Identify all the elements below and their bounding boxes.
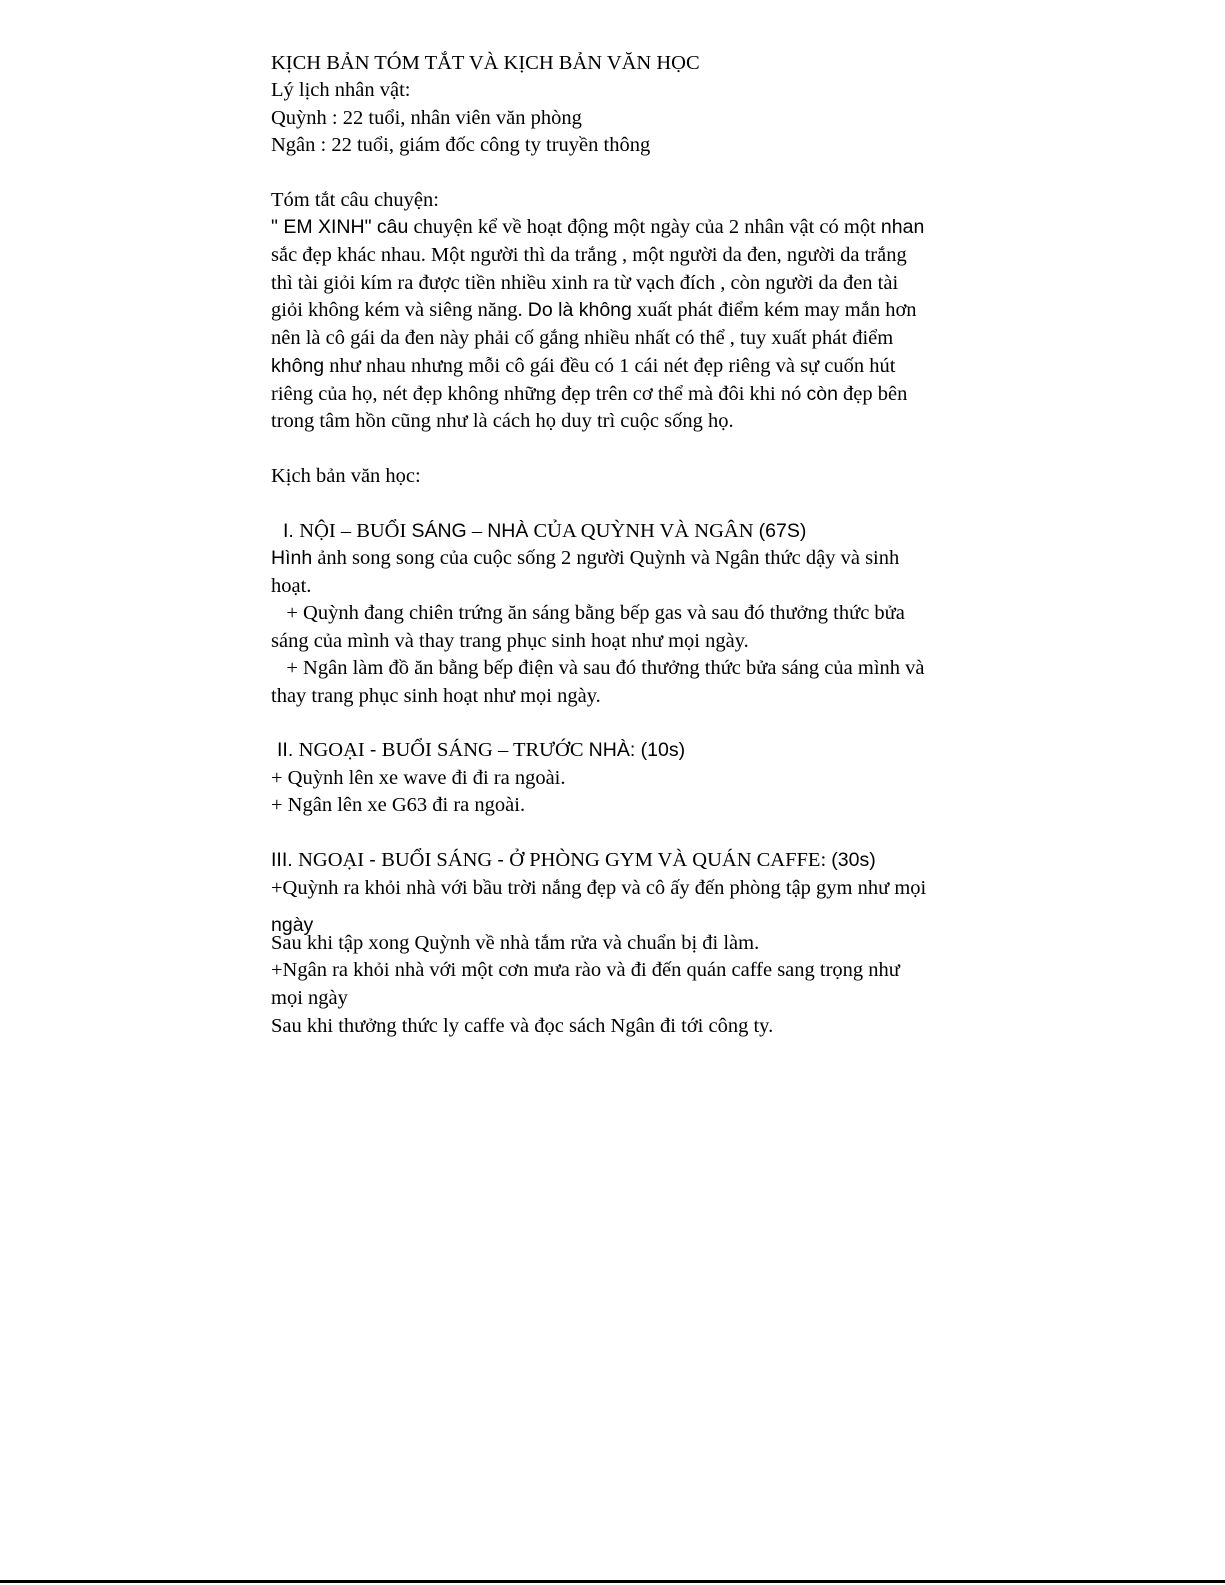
scene-heading-text: II.	[277, 739, 299, 761]
scene-1-line-6: thay trang phục sinh hoạt như mọi ngày.	[271, 685, 601, 707]
scene-heading-text: -	[497, 849, 510, 871]
scene-1-line-2: hoạt.	[271, 575, 312, 597]
scene-3-line-5: mọi ngày	[271, 987, 348, 1009]
scene-1-line-3: + Quỳnh đang chiên trứng ăn sáng bằng bếp gas và sau đó thưởng thức bửa	[271, 602, 905, 624]
character-quynh: Quỳnh : 22 tuổi, nhân viên văn phòng	[271, 107, 582, 129]
scene-heading-text: I.	[283, 520, 300, 542]
summary-text: nhan	[880, 216, 925, 238]
scene-heading-text: -	[369, 849, 382, 871]
document-title: KỊCH BẢN TÓM TẮT VÀ KỊCH BẢN VĂN HỌC	[271, 52, 700, 74]
summary-line-6	[271, 353, 895, 379]
summary-line-5: nên là cô gái da đen này phải cố gắng nhiều nhất có thể , tuy xuất phát điểm	[271, 327, 894, 349]
summary-heading: Tóm tắt câu chuyện:	[271, 189, 439, 211]
scene-3-line-2: ngày	[271, 914, 314, 936]
summary-line-1	[271, 214, 924, 240]
scene-heading-text: BUỔI SÁNG – TRƯỚC	[381, 739, 589, 761]
summary-text: không	[271, 355, 325, 377]
scene-heading-text: NGOẠI	[298, 739, 370, 761]
scene-heading-text: (67S)	[758, 520, 807, 542]
summary-text: xuất phát điểm kém may mắn hơn	[631, 299, 917, 321]
scene-3-line-6: Sau khi thưởng thức ly caffe và đọc sách Ngân đi tới công ty.	[271, 1015, 774, 1037]
summary-line-7	[271, 381, 907, 407]
summary-line-8: trong tâm hồn cũng như là cách họ duy trì cuộc sống họ.	[271, 410, 734, 432]
scene-heading-text: –	[466, 520, 488, 542]
summary-text: đẹp bên	[837, 383, 908, 405]
summary-text: " EM XINH" câu	[271, 216, 409, 238]
summary-line-4	[271, 297, 917, 323]
scene-heading-text: BUỔI SÁNG	[381, 849, 498, 871]
scene-heading-text: SÁNG	[411, 520, 467, 542]
scene-text: Hình	[271, 547, 313, 569]
scene-1-heading	[283, 518, 806, 544]
characters-heading: Lý lịch nhân vật:	[271, 79, 411, 101]
scene-heading-text: NHÀ: (10s)	[588, 739, 686, 761]
scene-3-heading	[271, 847, 876, 873]
scene-3-line-1: +Quỳnh ra khỏi nhà với bầu trời nắng đẹp và cô ấy đến phòng tập gym như mọi	[271, 877, 927, 899]
scene-3-line-4: +Ngân ra khỏi nhà với một cơn mưa rào và đi đến quán caffe sang trọng như	[271, 959, 900, 981]
scene-1-line-1	[271, 545, 899, 571]
scene-heading-text: CỦA QUỲNH VÀ NGÂN	[528, 520, 759, 542]
scene-text: ảnh song song của cuộc sống 2 người Quỳnh và Ngân thức dậy và sinh	[312, 547, 900, 569]
scene-heading-text: NHÀ	[487, 520, 529, 542]
scene-1-line-4: sáng của mình và thay trang phục sinh hoạt như mọi ngày.	[271, 630, 749, 652]
scene-heading-text: -	[369, 739, 382, 761]
scene-heading-text: Ở PHÒNG GYM VÀ QUÁN CAFFE:	[509, 849, 832, 871]
summary-text: Do là không	[527, 299, 632, 321]
summary-text: như nhau nhưng mỗi cô gái đều có 1 cái nét đẹp riêng và sự cuốn hút	[324, 355, 896, 377]
scene-2-heading	[277, 737, 685, 763]
scene-heading-text: III.	[271, 849, 299, 871]
summary-text: còn	[806, 383, 838, 405]
character-ngan: Ngân : 22 tuổi, giám đốc công ty truyền thông	[271, 134, 651, 156]
summary-text: giỏi không kém và siêng năng.	[271, 299, 528, 321]
summary-text: riêng của họ, nét đẹp không những đẹp trên cơ thể mà đôi khi nó	[271, 383, 807, 405]
summary-line-3: thì tài giỏi kím ra được tiền nhiều xinh ra từ vạch đích , còn người da đen tài	[271, 272, 899, 294]
scene-heading-text: (30s)	[831, 849, 876, 871]
scene-3-line-3: Sau khi tập xong Quỳnh về nhà tắm rửa và chuẩn bị đi làm.	[271, 932, 760, 954]
scene-1-line-5: + Ngân làm đồ ăn bằng bếp điện và sau đó thưởng thức bửa sáng của mình và	[271, 657, 925, 679]
scene-heading-text: NGOẠI	[298, 849, 370, 871]
scene-2-line-2: + Ngân lên xe G63 đi ra ngoài.	[271, 794, 526, 816]
scene-heading-text: NỘI – BUỔI	[299, 520, 412, 542]
scene-2-line-1: + Quỳnh lên xe wave đi đi ra ngoài.	[271, 767, 566, 789]
script-heading: Kịch bản văn học:	[271, 465, 421, 487]
summary-text: chuyện kể về hoạt động một ngày của 2 nhân vật có một	[408, 216, 881, 238]
page-bottom-border	[0, 1580, 1225, 1583]
summary-line-2: sắc đẹp khác nhau. Một người thì da trắng , một người da đen, người da trắng	[271, 244, 907, 266]
